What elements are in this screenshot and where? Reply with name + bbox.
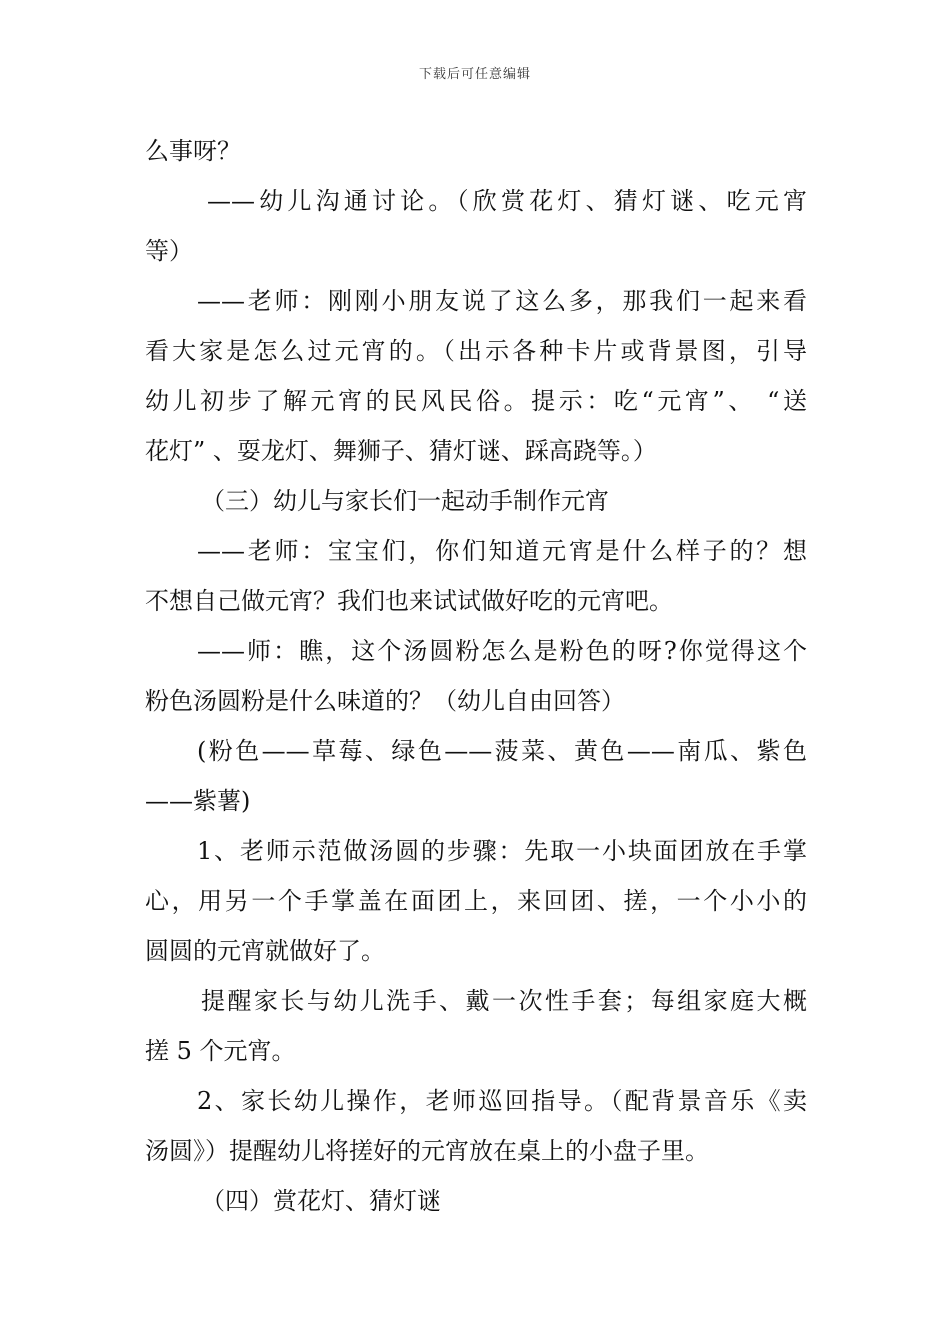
- paragraph-line: (粉色——草莓、绿色——菠菜、黄色——南瓜、紫色: [197, 737, 807, 765]
- paragraph-line: 2、家长幼儿操作，老师巡回指导。（配背景音乐《卖: [197, 1087, 807, 1115]
- paragraph-line: ——师：瞧，这个汤圆粉怎么是粉色的呀?你觉得这个: [197, 637, 807, 665]
- document-body: [145, 126, 807, 1226]
- paragraph-line: 花灯” 、耍龙灯、舞狮子、猜灯谜、踩高跷等。）: [145, 437, 657, 465]
- section-heading: （四）赏花灯、猜灯谜: [201, 1187, 441, 1215]
- paragraph-line: 看大家是怎么过元宵的。（出示各种卡片或背景图，引导: [145, 337, 807, 365]
- paragraph-line: 搓 5 个元宵。: [145, 1037, 296, 1065]
- paragraph-line: ——老师：宝宝们，你们知道元宵是什么样子的？想: [197, 537, 807, 565]
- paragraph-line: 汤圆》）提醒幼儿将搓好的元宵放在桌上的小盘子里。: [145, 1137, 709, 1165]
- paragraph-line: 么事呀？: [145, 137, 241, 165]
- paragraph-line: 提醒家长与幼儿洗手、戴一次性手套；每组家庭大概: [201, 987, 807, 1015]
- paragraph-line: 粉色汤圆粉是什么味道的？（幼儿自由回答）: [145, 687, 625, 715]
- paragraph-line: 圆圆的元宵就做好了。: [145, 937, 385, 965]
- paragraph-line: 不想自己做元宵？我们也来试试做好吃的元宵吧。: [145, 587, 673, 615]
- section-heading: （三）幼儿与家长们一起动手制作元宵: [201, 487, 609, 515]
- paragraph-line: 幼儿初步了解元宵的民风民俗。提示：吃“元宵”、 “送: [145, 387, 807, 415]
- paragraph-line: 等）: [145, 237, 193, 265]
- paragraph-line: 心，用另一个手掌盖在面团上，来回团、搓，一个小小的: [145, 887, 807, 915]
- paragraph-line: ——幼儿沟通讨论。（欣赏花灯、猜灯谜、吃元宵: [207, 187, 807, 215]
- page-header: 下载后可任意编辑: [418, 67, 531, 82]
- paragraph-line: ——紫薯): [145, 787, 251, 815]
- paragraph-line: ——老师：刚刚小朋友说了这么多，那我们一起来看: [197, 287, 807, 315]
- paragraph-line: 1、老师示范做汤圆的步骤：先取一小块面团放在手掌: [197, 837, 807, 865]
